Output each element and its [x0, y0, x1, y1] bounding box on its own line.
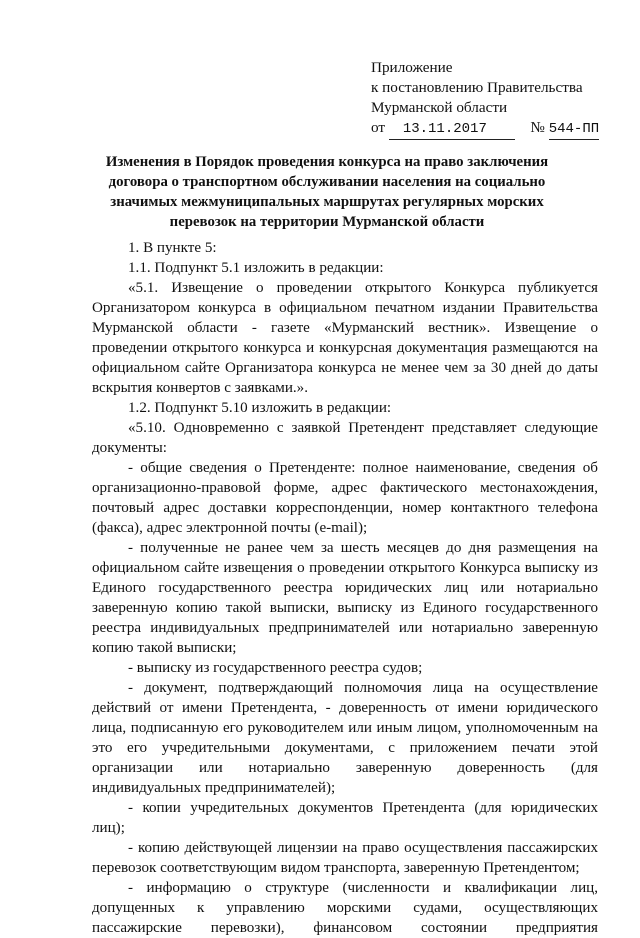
annex-block — [371, 58, 621, 140]
document-title: Изменения в Порядок проведения конкурса на право заключения договора о транспортном обслуживании населения на социально значимых межмуниципальных маршрутах регулярных морских перевозок на территории Мурманской области — [105, 154, 549, 230]
document-body — [92, 238, 598, 938]
list-item-founding-documents: - копии учредительных документов Претендента (для юридических лиц); — [92, 800, 598, 836]
paragraph-clause-5-1: «5.1. Извещение о проведении открытого Конкурса публикуется Организатором конкурса в официальном печатном издании Правительства Мурманской области - газете «Мурманский вестник». Извещение о проведении открытого конкурса и конкурсная документация размещаются на официальном сайте Организатора конкурса не менее чем за 30 дней до даты вскрытия конвертов с заявками.». — [92, 280, 598, 396]
list-item-power-of-attorney: - документ, подтверждающий полномочия лица на осуществление действий от имени Претендента, - доверенность от имени юридического лица, подписанную его руководителем или иным лицом, уполномоченным на это его учредительными документами, с приложением печати этой организации или нотариально заверенную доверенность (для индивидуальных предпринимателей); — [92, 680, 598, 796]
paragraph-subitem-1-2: 1.2. Подпункт 5.10 изложить в редакции: — [128, 400, 392, 416]
list-item-general-info: - общие сведения о Претенденте: полное наименование, сведения об организационно-правовой форме, адрес фактического местонахождения, почтовый адрес доставки корреспонденции, номер контактного телефона (факса), адрес электронной почты (e-mail); — [92, 460, 598, 536]
paragraph-clause-5-10: «5.10. Одновременно с заявкой Претендент представляет следующие документы: — [92, 420, 598, 456]
paragraph-item-1: 1. В пункте 5: — [128, 240, 217, 256]
list-item-structure-info: - информацию о структуре (численности и квалификации лиц, допущенных к управлению морскими судами, осуществляющих пассажирские перевозки), финансовом состоянии предприятия — [92, 880, 598, 936]
annex-date-number-row — [371, 118, 621, 140]
list-item-registry-extract: - полученные не ранее чем за шесть месяцев до дня размещения на официальном сайте извещения о проведении открытого Конкурса выписку из Единого государственного реестра юридических лиц или нотариально заверенную копию такой выписки, выписку из Единого государственного реестра индивидуальных предпринимателей или нотариально заверенную копию такой выписки; — [92, 540, 598, 656]
list-item-license: - копию действующей лицензии на право осуществления пассажирских перевозок соответствующим видом транспорта, заверенную Претендентом; — [92, 840, 598, 876]
paragraph-subitem-1-1: 1.1. Подпункт 5.1 изложить в редакции: — [128, 260, 384, 276]
annex-line-3: Мурманской области — [371, 99, 508, 116]
annex-line-2: к постановлению Правительства — [371, 79, 583, 96]
annex-line-1: Приложение — [371, 59, 453, 76]
number-prefix: № — [530, 119, 545, 136]
decree-date: 13.11.2017 — [389, 119, 515, 140]
list-item-ship-registry: - выписку из государственного реестра судов; — [128, 660, 423, 676]
date-prefix: от — [371, 119, 386, 136]
decree-number: 544-ПП — [549, 119, 599, 140]
